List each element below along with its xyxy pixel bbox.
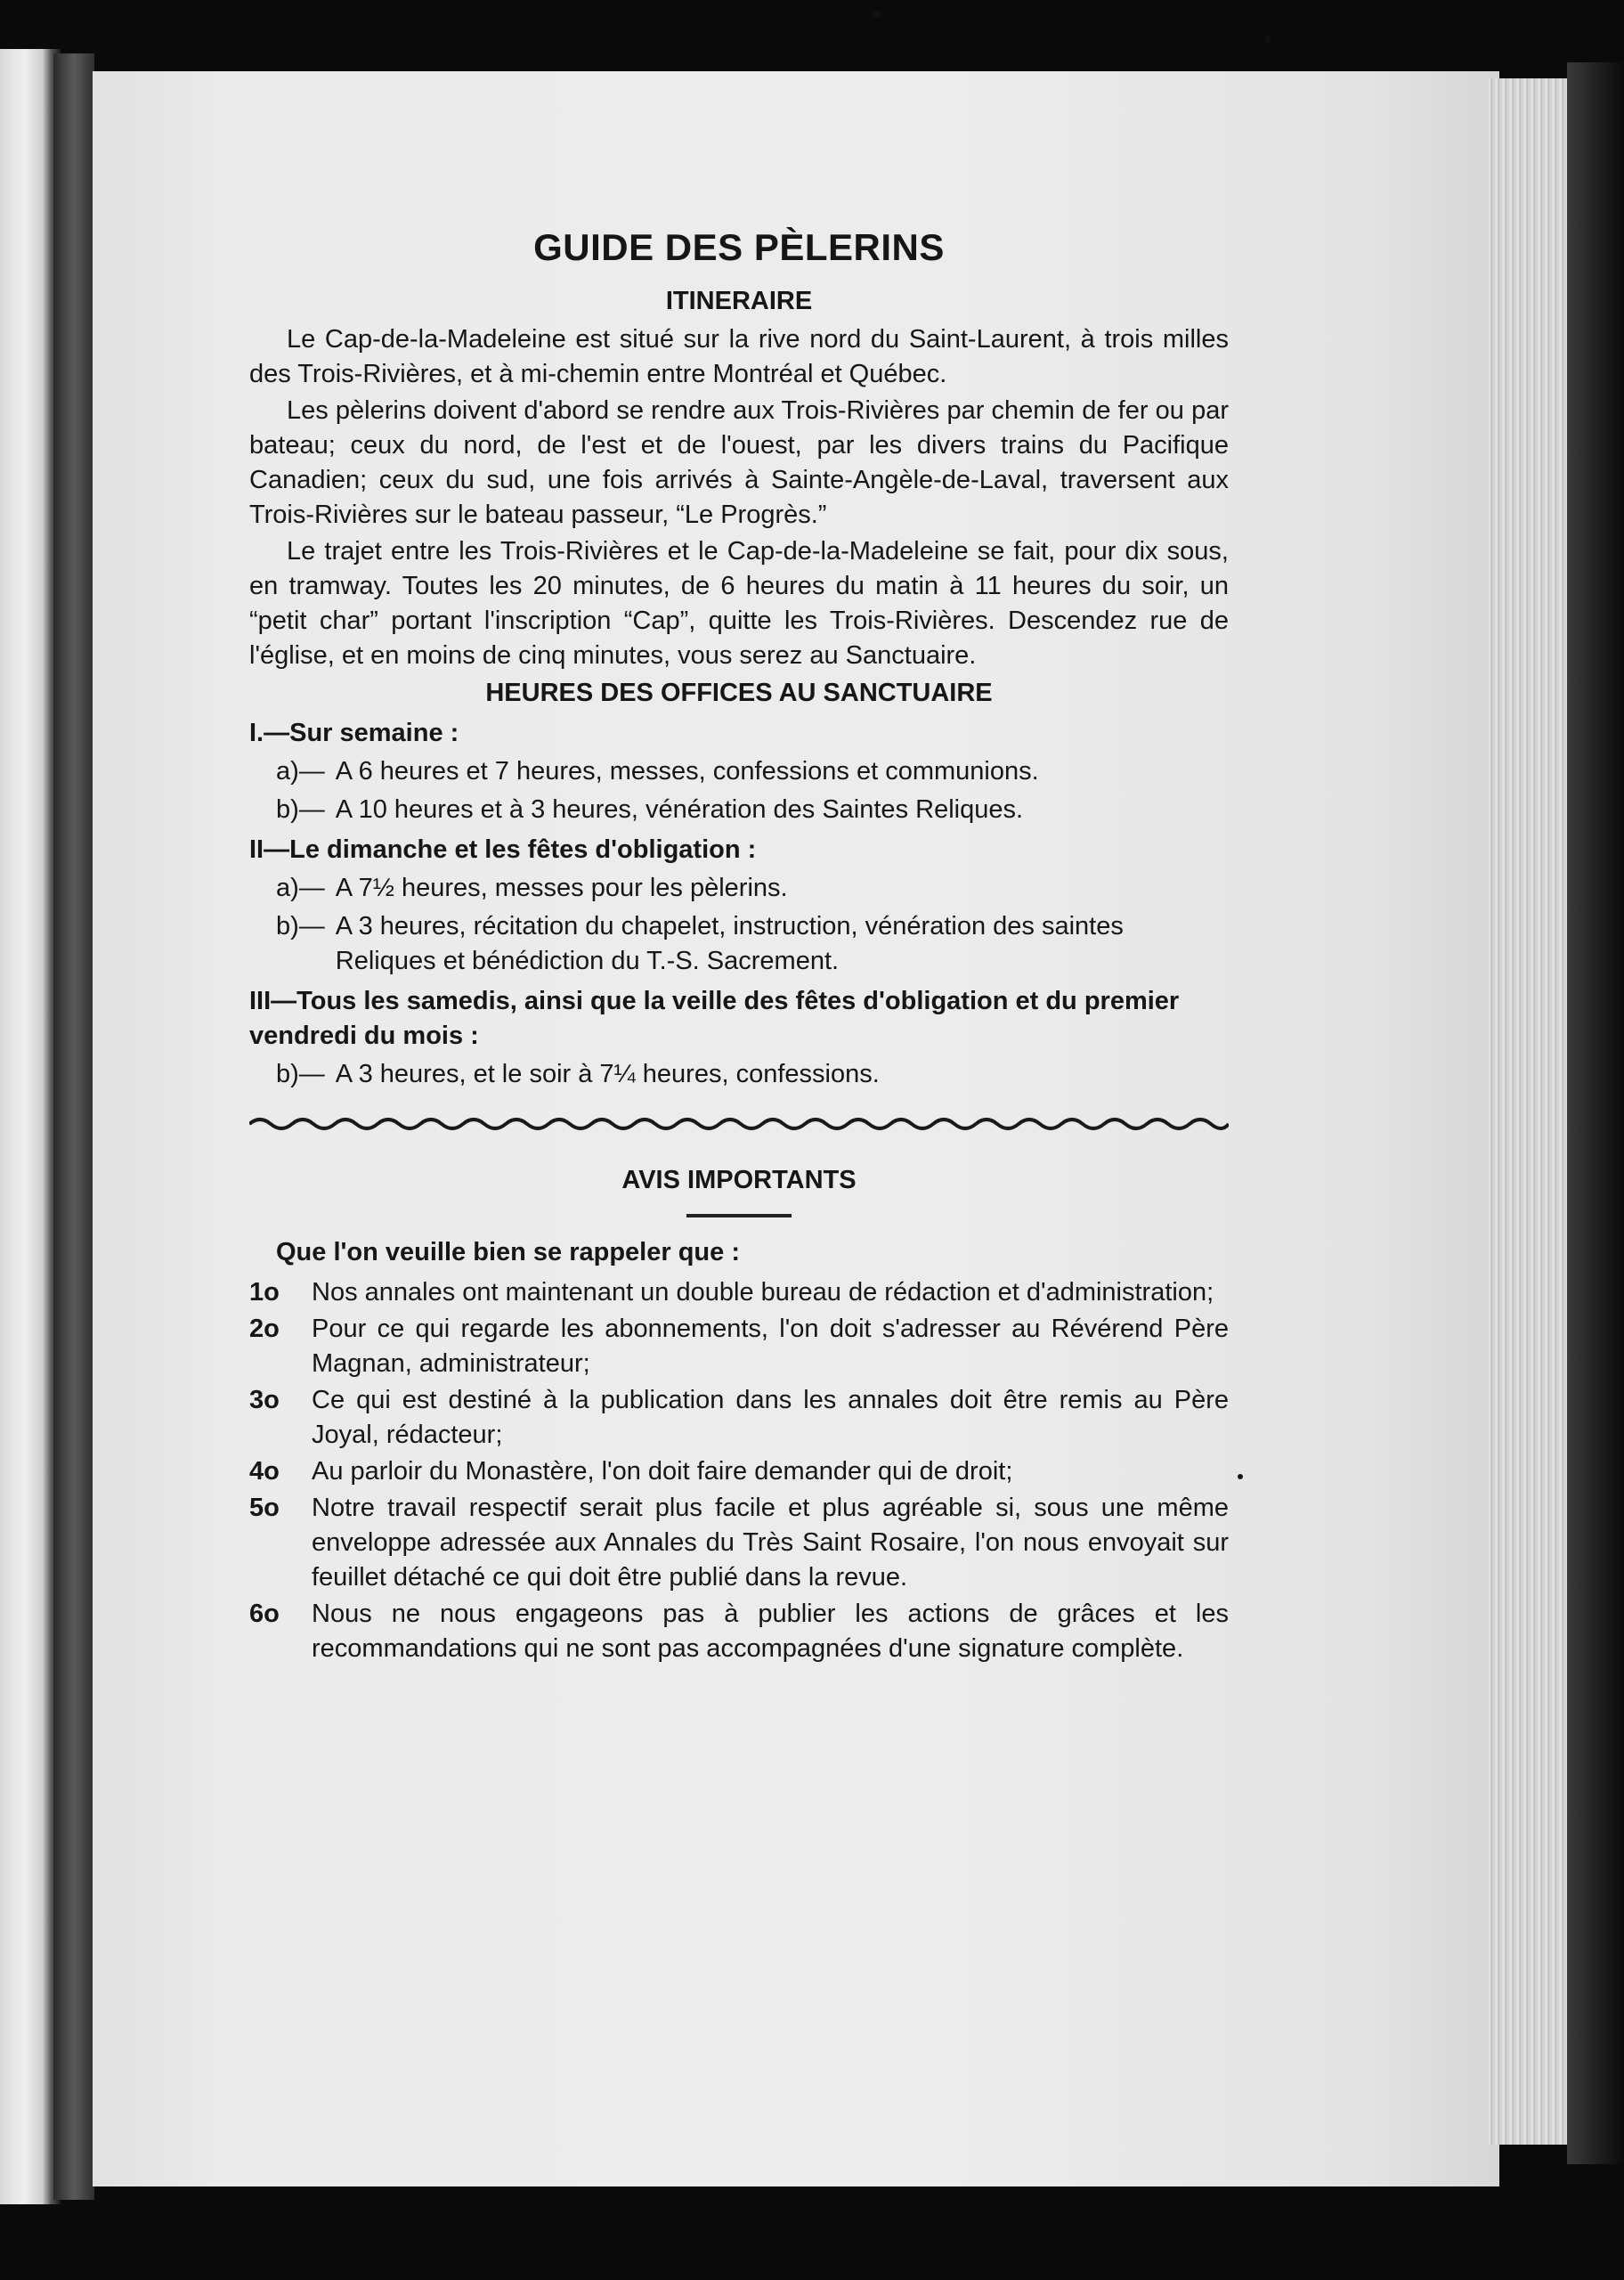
notice-text: Nos annales ont maintenant un double bureau de rédaction et d'administration;	[312, 1278, 1214, 1307]
offices-heading: HEURES DES OFFICES AU SANCTUAIRE	[485, 679, 993, 707]
schedule-text: A 7½ heures, messes pour les pèlerins.	[335, 874, 788, 902]
itineraire-paragraph: Les pèlerins doivent d'abord se rendre aux Trois-Rivières par chemin de fer ou par bateau; ceux du nord, de l'est et de l'ouest, par les divers trains du Pacifique Canadien; ceux du sud, une fois arrivés à Sainte-Angèle-de-Laval, traversent aux Trois-Rivières sur le bateau passeur, “Le Progrès.”	[249, 396, 1229, 529]
schedule-text: A 3 heures, et le soir à 7¼ heures, confessions.	[335, 1060, 880, 1088]
page-stack-shadow	[1567, 62, 1624, 2164]
schedule-marker: b)—	[276, 795, 325, 824]
scan-speck	[1238, 1474, 1243, 1479]
wavy-divider	[249, 1113, 1229, 1135]
notice-item	[249, 1597, 1229, 1666]
schedule-marker: b)—	[276, 1060, 325, 1088]
schedule-item	[249, 871, 1229, 906]
schedule-text: A 6 heures et 7 heures, messes, confessions et communions.	[335, 757, 1039, 786]
page-content	[249, 223, 1229, 1668]
offices-group-label: III—Tous les samedis, ainsi que la veille des fêtes d'obligation et du premier vendredi du mois :	[249, 987, 1180, 1050]
notice-number: 4o	[249, 1457, 280, 1486]
schedule-item	[249, 754, 1229, 789]
notice-item	[249, 1275, 1229, 1310]
schedule-text: A 10 heures et à 3 heures, vénération des Saintes Reliques.	[335, 795, 1024, 824]
notice-item	[249, 1312, 1229, 1381]
notice-number: 3o	[249, 1386, 280, 1414]
book-left-edge	[0, 49, 61, 2204]
offices-section	[249, 675, 1229, 1092]
scan-speck	[873, 11, 881, 18]
schedule-marker: a)—	[276, 874, 325, 902]
notice-item	[249, 1454, 1229, 1489]
offices-group-label: I.—Sur semaine :	[249, 719, 459, 747]
itineraire-section	[249, 283, 1229, 673]
avis-section	[249, 1162, 1229, 1666]
book-spine	[53, 53, 94, 2200]
notice-item	[249, 1383, 1229, 1453]
notice-number: 6o	[249, 1600, 280, 1628]
schedule-item	[249, 909, 1229, 979]
schedule-marker: b)—	[276, 912, 325, 940]
notice-number: 5o	[249, 1494, 280, 1522]
schedule-text: A 3 heures, récitation du chapelet, instruction, vénération des saintes Reliques et bénédiction du T.-S. Sacrement.	[335, 912, 1124, 975]
itineraire-paragraph: Le Cap-de-la-Madeleine est situé sur la rive nord du Saint-Laurent, à trois milles des Trois-Rivières, et à mi-chemin entre Montréal et Québec.	[249, 325, 1229, 388]
schedule-item	[249, 1057, 1229, 1092]
notice-text: Notre travail respectif serait plus facile et plus agréable si, sous une même enveloppe adressée aux Annales du Très Saint Rosaire, l'on nous envoyait sur feuillet détaché ce qui doit être publié dans la revue.	[312, 1494, 1229, 1592]
itineraire-heading: ITINERAIRE	[665, 287, 813, 315]
notice-item	[249, 1491, 1229, 1595]
offices-group-label: II—Le dimanche et les fêtes d'obligation :	[249, 835, 757, 864]
notice-number: 2o	[249, 1315, 280, 1343]
notice-text: Pour ce qui regarde les abonnements, l'on doit s'adresser au Révérend Père Magnan, administrateur;	[312, 1315, 1229, 1378]
schedule-marker: a)—	[276, 757, 325, 786]
avis-intro: Que l'on veuille bien se rappeler que :	[276, 1238, 740, 1266]
scan-speck	[1264, 36, 1271, 43]
heading-rule	[686, 1214, 792, 1217]
notice-text: Ce qui est destiné à la publication dans les annales doit être remis au Père Joyal, rédacteur;	[312, 1386, 1229, 1449]
itineraire-paragraph: Le trajet entre les Trois-Rivières et le Cap-de-la-Madeleine se fait, pour dix sous, en tramway. Toutes les 20 minutes, de 6 heures du matin à 11 heures du soir, un “petit char” portant l'inscription “Cap”, quitte les Trois-Rivières. Descendez rue de l'église, et en moins de cinq minutes, vous serez au Sanctuaire.	[249, 537, 1229, 670]
schedule-item	[249, 793, 1229, 827]
notice-number: 1o	[249, 1278, 280, 1307]
avis-heading: AVIS IMPORTANTS	[621, 1166, 857, 1194]
page-title: GUIDE DES PÈLERINS	[533, 226, 945, 268]
notice-text: Nous ne nous engageons pas à publier les actions de grâces et les recommandations qui ne sont pas accompagnées d'une signature complète.	[312, 1600, 1229, 1663]
notice-text: Au parloir du Monastère, l'on doit faire demander qui de droit;	[312, 1457, 1013, 1486]
